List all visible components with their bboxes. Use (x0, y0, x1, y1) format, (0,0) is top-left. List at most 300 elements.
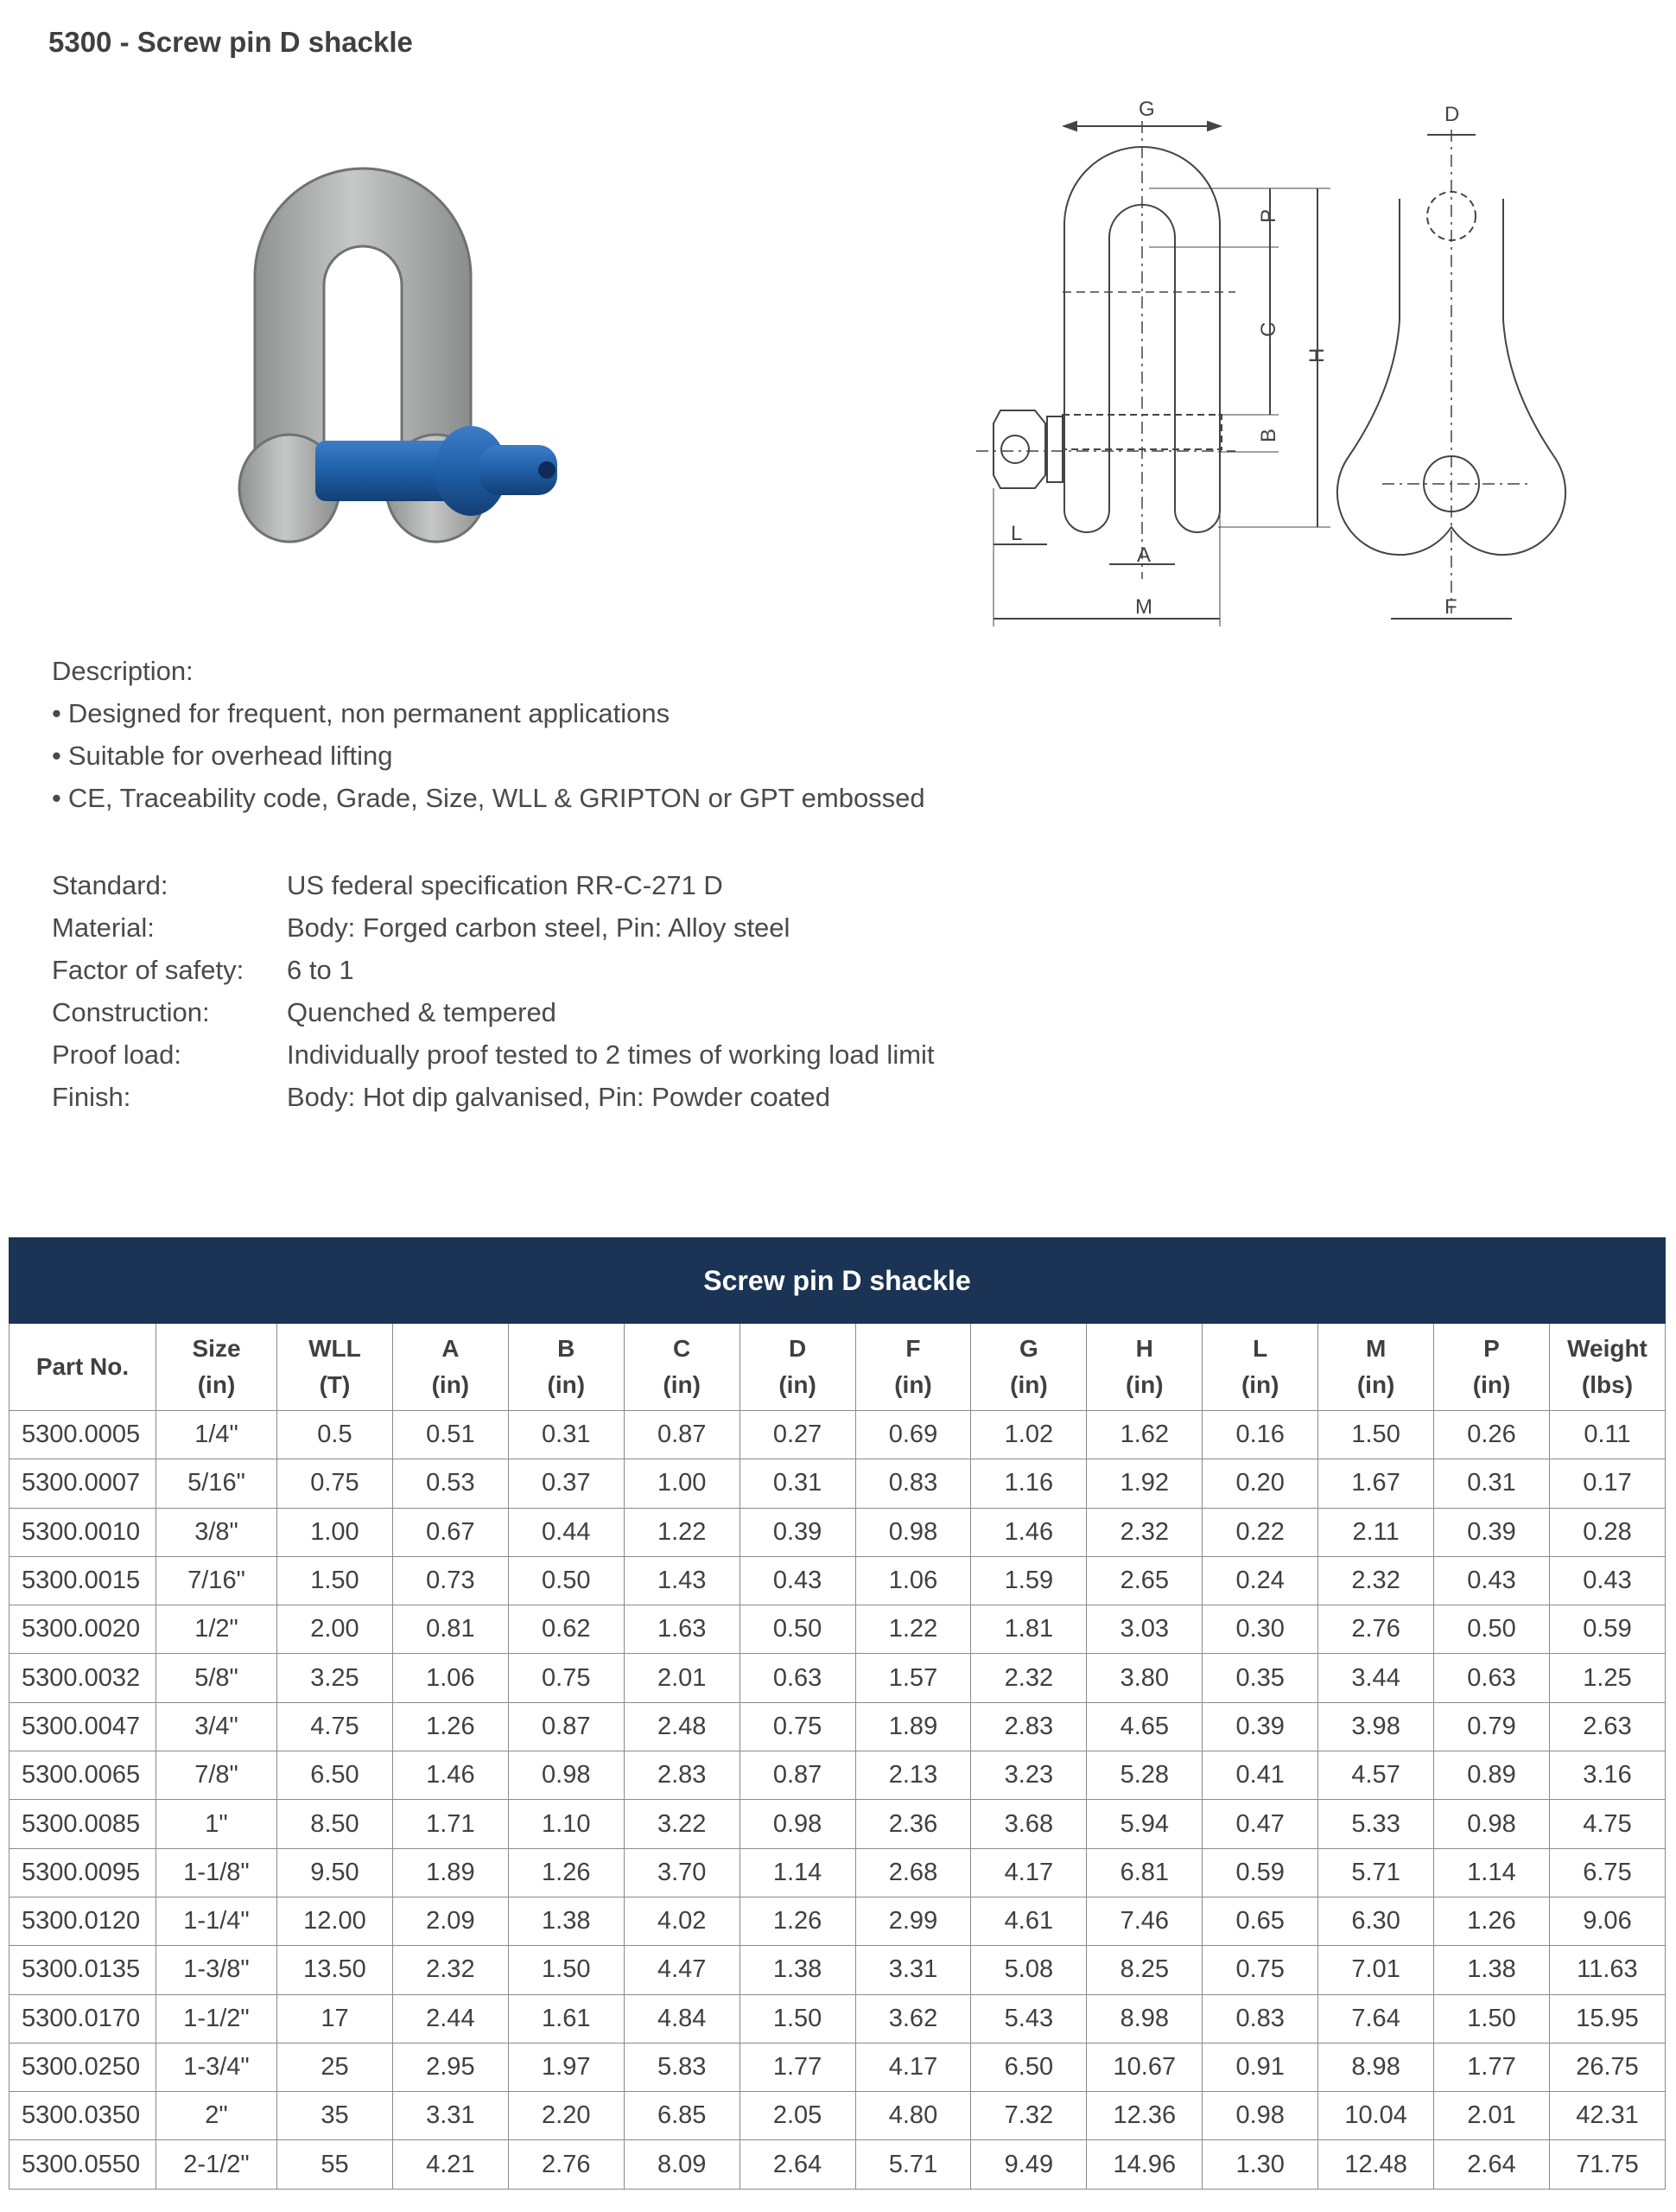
table-row (10, 1508, 1666, 1556)
table-cell: 1.97 (508, 2043, 624, 2091)
column-header-label: F (905, 1335, 921, 1362)
table-cell: 2.63 (1549, 1702, 1665, 1751)
table-cell: 1.77 (1434, 2043, 1550, 2091)
column-header (277, 1324, 393, 1411)
table-cell: 1.50 (1318, 1411, 1434, 1459)
table-cell: 2.65 (1087, 1556, 1203, 1605)
table-cell: 1.22 (855, 1605, 971, 1654)
table-cell: 2.32 (1087, 1508, 1203, 1556)
table-cell: 1.43 (624, 1556, 740, 1605)
column-header (1549, 1324, 1665, 1411)
table-cell: 0.73 (392, 1556, 508, 1605)
table-cell: 8.98 (1318, 2043, 1434, 2091)
table-cell: 0.67 (392, 1508, 508, 1556)
table-cell: 5.71 (1318, 1848, 1434, 1897)
spec-value: Body: Hot dip galvanised, Pin: Powder coated (287, 1082, 830, 1112)
part-number-cell: 5300.0065 (10, 1751, 156, 1800)
table-cell: 5.28 (1087, 1751, 1203, 1800)
part-number-cell: 5300.0095 (10, 1848, 156, 1897)
table-cell: 0.17 (1549, 1459, 1665, 1508)
column-header (855, 1324, 971, 1411)
table-cell: 1-1/8" (156, 1848, 277, 1897)
table-row (10, 1946, 1666, 1994)
spec-label: Construction: (52, 997, 210, 1027)
table-cell: 42.31 (1549, 2092, 1665, 2140)
column-header (1434, 1324, 1550, 1411)
table-cell: 0.83 (1203, 1994, 1318, 2043)
label-b: B (1257, 428, 1280, 442)
table-cell: 1.50 (277, 1556, 393, 1605)
column-header-label: C (673, 1335, 691, 1362)
table-cell: 4.75 (1549, 1800, 1665, 1848)
column-header (10, 1324, 156, 1411)
table-cell: 2.00 (277, 1605, 393, 1654)
spec-value: 6 to 1 (287, 955, 354, 985)
table-cell: 2.64 (740, 2140, 855, 2189)
table-cell: 0.50 (1434, 1605, 1550, 1654)
table-row (10, 1800, 1666, 1848)
column-header-unit: (in) (431, 1371, 470, 1398)
table-cell: 0.43 (1549, 1556, 1665, 1605)
table-cell: 7.01 (1318, 1946, 1434, 1994)
column-header (1087, 1324, 1203, 1411)
column-header (971, 1324, 1087, 1411)
table-cell: 6.85 (624, 2092, 740, 2140)
table-cell: 8.25 (1087, 1946, 1203, 1994)
table-cell: 1.67 (1318, 1459, 1434, 1508)
label-d: D (1444, 103, 1460, 126)
table-cell: 2.36 (855, 1800, 971, 1848)
label-h: H (1305, 347, 1329, 363)
table-cell: 5.94 (1087, 1800, 1203, 1848)
part-number-cell: 5300.0032 (10, 1654, 156, 1702)
table-cell: 1-1/2" (156, 1994, 277, 2043)
part-number-cell: 5300.0020 (10, 1605, 156, 1654)
table-cell: 3.80 (1087, 1654, 1203, 1702)
table-row (10, 1994, 1666, 2043)
table-body (10, 1411, 1666, 2190)
table-cell: 3.44 (1318, 1654, 1434, 1702)
table-cell: 0.65 (1203, 1897, 1318, 1945)
spec-value: Individually proof tested to 2 times of working load limit (287, 1039, 935, 1070)
column-header-label: B (557, 1335, 575, 1362)
table-cell: 0.47 (1203, 1800, 1318, 1848)
table-cell: 4.65 (1087, 1702, 1203, 1751)
table-cell: 0.11 (1549, 1411, 1665, 1459)
table-cell: 1.30 (1203, 2140, 1318, 2189)
table-cell: 2.68 (855, 1848, 971, 1897)
table-cell: 0.20 (1203, 1459, 1318, 1508)
column-header-label: D (788, 1335, 807, 1362)
table-cell: 3.23 (971, 1751, 1087, 1800)
label-p: P (1257, 208, 1280, 223)
part-number-cell: 5300.0007 (10, 1459, 156, 1508)
part-number-cell: 5300.0085 (10, 1800, 156, 1848)
table-cell: 1/4" (156, 1411, 277, 1459)
table-cell: 2.11 (1318, 1508, 1434, 1556)
table-cell: 3.62 (855, 1994, 971, 2043)
table-cell: 0.75 (508, 1654, 624, 1702)
table-cell: 2.76 (1318, 1605, 1434, 1654)
table-cell: 11.63 (1549, 1946, 1665, 1994)
column-header-unit: (in) (778, 1371, 816, 1398)
table-cell: 8.50 (277, 1800, 393, 1848)
table-cell: 7/8" (156, 1751, 277, 1800)
table-cell: 12.48 (1318, 2140, 1434, 2189)
table-cell: 0.41 (1203, 1751, 1318, 1800)
column-header-label: Size (192, 1335, 241, 1362)
column-header-unit: (T) (319, 1371, 351, 1398)
table-cell: 0.53 (392, 1459, 508, 1508)
column-header (508, 1324, 624, 1411)
table-cell: 7.46 (1087, 1897, 1203, 1945)
table-cell: 0.75 (1203, 1946, 1318, 1994)
description-heading: Description: (52, 656, 194, 686)
table-cell: 0.98 (508, 1751, 624, 1800)
description-bullet: • CE, Traceability code, Grade, Size, WLL & GRIPTON or GPT embossed (52, 777, 925, 819)
table-cell: 2.48 (624, 1702, 740, 1751)
table-cell: 0.63 (740, 1654, 855, 1702)
table-cell: 0.91 (1203, 2043, 1318, 2091)
table-row (10, 2043, 1666, 2091)
table-cell: 2.05 (740, 2092, 855, 2140)
dimension-drawing (976, 95, 1598, 639)
page-title: 5300 - Screw pin D shackle (48, 26, 413, 58)
spec-value: Body: Forged carbon steel, Pin: Alloy steel (287, 912, 790, 943)
product-table (9, 1237, 1666, 2190)
table-cell: 0.50 (740, 1605, 855, 1654)
table-cell: 71.75 (1549, 2140, 1665, 2189)
label-c: C (1257, 321, 1280, 337)
table-cell: 1.14 (1434, 1848, 1550, 1897)
table-cell: 0.59 (1549, 1605, 1665, 1654)
table-cell: 2" (156, 2092, 277, 2140)
column-header (1203, 1324, 1318, 1411)
table-cell: 4.17 (971, 1848, 1087, 1897)
table-row (10, 2140, 1666, 2189)
table-cell: 3.70 (624, 1848, 740, 1897)
table-cell: 3/4" (156, 1702, 277, 1751)
table-cell: 1.26 (508, 1848, 624, 1897)
spec-label: Material: (52, 912, 155, 943)
table-cell: 0.83 (855, 1459, 971, 1508)
table-cell: 3.03 (1087, 1605, 1203, 1654)
table-cell: 0.98 (740, 1800, 855, 1848)
table-cell: 1.81 (971, 1605, 1087, 1654)
table-cell: 0.63 (1434, 1654, 1550, 1702)
label-m: M (1135, 595, 1152, 619)
spec-label: Finish: (52, 1082, 131, 1112)
table-cell: 0.43 (1434, 1556, 1550, 1605)
column-header-unit: (in) (663, 1371, 701, 1398)
column-header-unit: (in) (547, 1371, 586, 1398)
spec-label: Standard: (52, 870, 168, 900)
table-cell: 2-1/2" (156, 2140, 277, 2189)
spec-row-construction (52, 991, 935, 1033)
table-cell: 1.26 (740, 1897, 855, 1945)
table-cell: 4.17 (855, 2043, 971, 2091)
table-cell: 1.14 (740, 1848, 855, 1897)
spec-row-proof-load (52, 1033, 935, 1076)
table-cell: 2.09 (392, 1897, 508, 1945)
table-cell: 8.98 (1087, 1994, 1203, 2043)
column-header-label: L (1253, 1335, 1268, 1362)
column-header-unit: (in) (1241, 1371, 1279, 1398)
table-row (10, 1556, 1666, 1605)
table-cell: 1.50 (508, 1946, 624, 1994)
part-number-cell: 5300.0135 (10, 1946, 156, 1994)
column-header-unit: (in) (1472, 1371, 1511, 1398)
column-header-unit: (in) (197, 1371, 236, 1398)
table-row (10, 1411, 1666, 1459)
table-cell: 7.64 (1318, 1994, 1434, 2043)
table-cell: 0.35 (1203, 1654, 1318, 1702)
table-cell: 1" (156, 1800, 277, 1848)
table-row (10, 1605, 1666, 1654)
table-cell: 0.59 (1203, 1848, 1318, 1897)
table-cell: 1-3/8" (156, 1946, 277, 1994)
column-header-unit: (in) (1010, 1371, 1048, 1398)
table-cell: 1.26 (1434, 1897, 1550, 1945)
table-cell: 6.30 (1318, 1897, 1434, 1945)
table-cell: 6.75 (1549, 1848, 1665, 1897)
table-cell: 0.22 (1203, 1508, 1318, 1556)
table-cell: 6.81 (1087, 1848, 1203, 1897)
spec-row-standard (52, 864, 935, 906)
table-cell: 3.22 (624, 1800, 740, 1848)
label-f: F (1444, 595, 1457, 619)
table-cell: 1.00 (277, 1508, 393, 1556)
part-number-cell: 5300.0120 (10, 1897, 156, 1945)
table-cell: 12.36 (1087, 2092, 1203, 2140)
table-cell: 3.31 (392, 2092, 508, 2140)
column-header-label: M (1365, 1335, 1387, 1362)
table-cell: 1.89 (392, 1848, 508, 1897)
column-header-unit: (in) (1126, 1371, 1164, 1398)
table-cell: 0.37 (508, 1459, 624, 1508)
specifications-section (52, 864, 935, 1118)
table-cell: 0.62 (508, 1605, 624, 1654)
table-cell: 10.04 (1318, 2092, 1434, 2140)
table-cell: 0.98 (855, 1508, 971, 1556)
table-cell: 0.75 (740, 1702, 855, 1751)
table-cell: 1.46 (971, 1508, 1087, 1556)
part-number-cell: 5300.0550 (10, 2140, 156, 2189)
column-header-label: WLL (308, 1335, 361, 1362)
table-cell: 3.31 (855, 1946, 971, 1994)
table-cell: 1.92 (1087, 1459, 1203, 1508)
table-cell: 0.39 (1203, 1702, 1318, 1751)
table-cell: 8.09 (624, 2140, 740, 2189)
table-cell: 1.06 (855, 1556, 971, 1605)
table-cell: 2.20 (508, 2092, 624, 2140)
table-cell: 2.76 (508, 2140, 624, 2189)
table-cell: 7/16" (156, 1556, 277, 1605)
column-header (156, 1324, 277, 1411)
table-cell: 0.51 (392, 1411, 508, 1459)
spec-value: Quenched & tempered (287, 997, 556, 1027)
table-cell: 1.59 (971, 1556, 1087, 1605)
part-number-cell: 5300.0250 (10, 2043, 156, 2091)
description-bullet: • Designed for frequent, non permanent applications (52, 692, 925, 734)
table-cell: 0.98 (1203, 2092, 1318, 2140)
dimensions-table (9, 1237, 1666, 2190)
table-cell: 0.5 (277, 1411, 393, 1459)
spec-value: US federal specification RR-C-271 D (287, 870, 723, 900)
part-number-cell: 5300.0005 (10, 1411, 156, 1459)
table-cell: 10.67 (1087, 2043, 1203, 2091)
spec-row-material (52, 906, 935, 949)
table-cell: 2.13 (855, 1751, 971, 1800)
table-cell: 3.25 (277, 1654, 393, 1702)
table-cell: 1.38 (508, 1897, 624, 1945)
table-cell: 1.50 (740, 1994, 855, 2043)
table-cell: 0.69 (855, 1411, 971, 1459)
table-cell: 1.71 (392, 1800, 508, 1848)
table-cell: 1.02 (971, 1411, 1087, 1459)
table-cell: 1.89 (855, 1702, 971, 1751)
table-cell: 0.39 (740, 1508, 855, 1556)
table-row (10, 1459, 1666, 1508)
table-cell: 0.44 (508, 1508, 624, 1556)
column-header-label: P (1483, 1335, 1500, 1362)
label-l: L (1011, 522, 1023, 545)
table-cell: 1.10 (508, 1800, 624, 1848)
table-cell: 25 (277, 2043, 393, 2091)
table-cell: 1.22 (624, 1508, 740, 1556)
table-cell: 1.63 (624, 1605, 740, 1654)
spec-label: Factor of safety: (52, 955, 244, 985)
spec-label: Proof load: (52, 1039, 181, 1070)
table-cell: 1.77 (740, 2043, 855, 2091)
table-cell: 0.28 (1549, 1508, 1665, 1556)
table-cell: 0.98 (1434, 1800, 1550, 1848)
table-cell: 9.49 (971, 2140, 1087, 2189)
label-g: G (1139, 98, 1155, 121)
table-cell: 0.50 (508, 1556, 624, 1605)
table-cell: 0.31 (740, 1459, 855, 1508)
table-cell: 3.68 (971, 1800, 1087, 1848)
table-cell: 9.50 (277, 1848, 393, 1897)
table-cell: 0.79 (1434, 1702, 1550, 1751)
table-cell: 0.27 (740, 1411, 855, 1459)
description-section (52, 650, 925, 819)
table-cell: 0.89 (1434, 1751, 1550, 1800)
table-cell: 3.16 (1549, 1751, 1665, 1800)
table-cell: 0.39 (1434, 1508, 1550, 1556)
table-cell: 1/2" (156, 1605, 277, 1654)
table-cell: 4.75 (277, 1702, 393, 1751)
part-number-cell: 5300.0350 (10, 2092, 156, 2140)
table-cell: 2.32 (971, 1654, 1087, 1702)
column-header-label: Weight (1567, 1335, 1647, 1362)
table-cell: 3.98 (1318, 1702, 1434, 1751)
table-cell: 5/16" (156, 1459, 277, 1508)
table-cell: 0.81 (392, 1605, 508, 1654)
table-cell: 3/8" (156, 1508, 277, 1556)
table-cell: 5/8" (156, 1654, 277, 1702)
table-row (10, 1751, 1666, 1800)
table-cell: 1.00 (624, 1459, 740, 1508)
table-cell: 14.96 (1087, 2140, 1203, 2189)
table-header-row (10, 1324, 1666, 1411)
table-cell: 5.71 (855, 2140, 971, 2189)
column-header (1318, 1324, 1434, 1411)
table-cell: 6.50 (277, 1751, 393, 1800)
table-cell: 5.33 (1318, 1800, 1434, 1848)
table-cell: 35 (277, 2092, 393, 2140)
table-cell: 5.43 (971, 1994, 1087, 2043)
table-cell: 12.00 (277, 1897, 393, 1945)
table-cell: 2.83 (624, 1751, 740, 1800)
part-number-cell: 5300.0170 (10, 1994, 156, 2043)
table-row (10, 1848, 1666, 1897)
table-cell: 1.46 (392, 1751, 508, 1800)
table-cell: 1.06 (392, 1654, 508, 1702)
table-cell: 26.75 (1549, 2043, 1665, 2091)
description-bullet: • Suitable for overhead lifting (52, 734, 925, 777)
shackle-photo (220, 147, 626, 570)
table-cell: 2.64 (1434, 2140, 1550, 2189)
table-row (10, 1654, 1666, 1702)
table-cell: 6.50 (971, 2043, 1087, 2091)
column-header-unit: (in) (1356, 1371, 1395, 1398)
table-cell: 0.16 (1203, 1411, 1318, 1459)
part-number-cell: 5300.0010 (10, 1508, 156, 1556)
table-cell: 0.87 (508, 1702, 624, 1751)
table-cell: 1-3/4" (156, 2043, 277, 2091)
table-cell: 1.50 (1434, 1994, 1550, 2043)
table-cell: 4.21 (392, 2140, 508, 2189)
table-cell: 1.26 (392, 1702, 508, 1751)
table-cell: 1.57 (855, 1654, 971, 1702)
table-row (10, 1702, 1666, 1751)
table-cell: 17 (277, 1994, 393, 2043)
table-cell: 2.01 (624, 1654, 740, 1702)
table-cell: 1.25 (1549, 1654, 1665, 1702)
table-cell: 55 (277, 2140, 393, 2189)
table-cell: 2.32 (1318, 1556, 1434, 1605)
table-cell: 4.02 (624, 1897, 740, 1945)
spec-row-factor-of-safety (52, 949, 935, 991)
table-cell: 2.95 (392, 2043, 508, 2091)
table-cell: 4.57 (1318, 1751, 1434, 1800)
column-header-unit: (lbs) (1581, 1371, 1634, 1398)
table-cell: 4.84 (624, 1994, 740, 2043)
table-row (10, 2092, 1666, 2140)
table-cell: 9.06 (1549, 1897, 1665, 1945)
table-cell: 15.95 (1549, 1994, 1665, 2043)
spec-row-finish (52, 1076, 935, 1118)
table-cell: 1.61 (508, 1994, 624, 2043)
column-header (740, 1324, 855, 1411)
column-header-label: A (441, 1335, 460, 1362)
table-cell: 1.62 (1087, 1411, 1203, 1459)
table-cell: 0.31 (508, 1411, 624, 1459)
table-cell: 7.32 (971, 2092, 1087, 2140)
table-cell: 0.31 (1434, 1459, 1550, 1508)
table-cell: 0.75 (277, 1459, 393, 1508)
table-cell: 2.83 (971, 1702, 1087, 1751)
table-cell: 1.16 (971, 1459, 1087, 1508)
table-cell: 0.87 (740, 1751, 855, 1800)
table-row (10, 1897, 1666, 1945)
table-cell: 2.44 (392, 1994, 508, 2043)
column-header-unit: (in) (894, 1371, 932, 1398)
table-cell: 0.26 (1434, 1411, 1550, 1459)
table-cell: 0.43 (740, 1556, 855, 1605)
part-number-cell: 5300.0047 (10, 1702, 156, 1751)
